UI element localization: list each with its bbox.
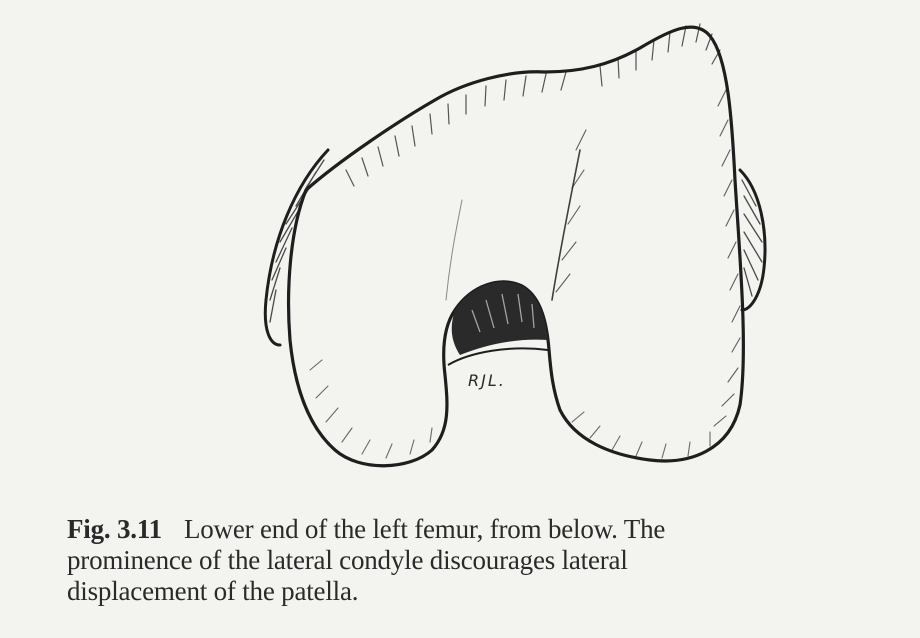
lateral-condyle-hatching bbox=[556, 130, 586, 292]
right-edge-hatching bbox=[714, 90, 740, 426]
caption-line-3: displacement of the patella. bbox=[67, 576, 359, 606]
caption-text-line-1: Lower end of the left femur, from below. The bbox=[183, 514, 666, 544]
figure-caption bbox=[67, 514, 887, 607]
trochlear-groove bbox=[446, 200, 462, 300]
caption-line-1 bbox=[67, 514, 887, 545]
femur-outline bbox=[289, 27, 744, 466]
right-condyle-bottom-hatching bbox=[572, 412, 710, 458]
right-epicondyle-hatching bbox=[742, 180, 762, 296]
lateral-condyle-ridge bbox=[552, 150, 580, 300]
femur-illustration bbox=[250, 10, 790, 480]
top-right-hatching bbox=[600, 24, 720, 86]
femur-figure bbox=[250, 10, 790, 480]
artist-signature: RJL. bbox=[468, 371, 506, 390]
figure-label: Fig. 3.11 bbox=[67, 514, 162, 544]
caption-line-2: prominence of the lateral condyle discourages lateral bbox=[67, 545, 628, 575]
